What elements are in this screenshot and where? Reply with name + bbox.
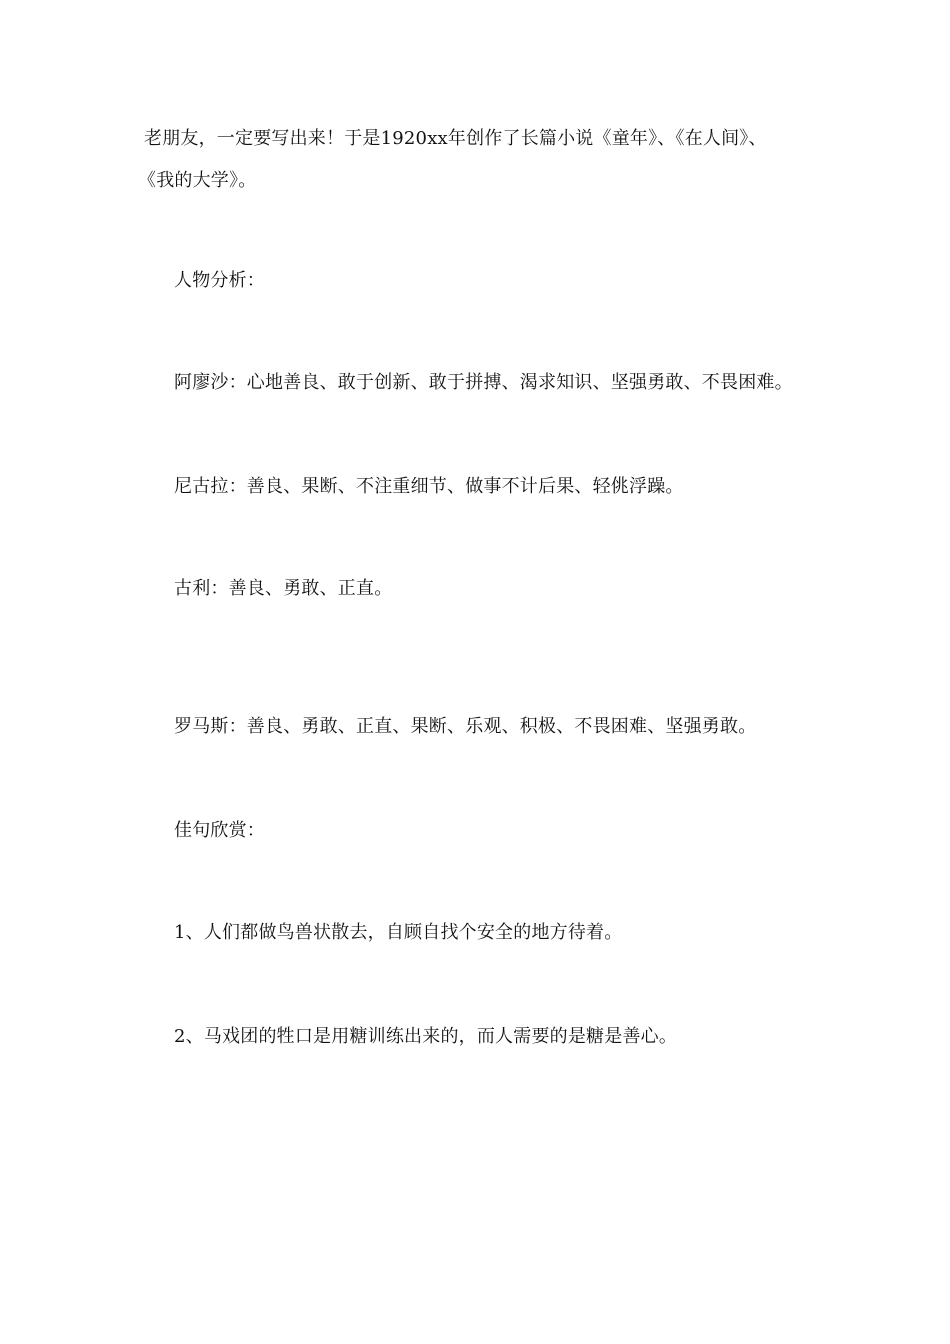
character-romas: 罗马斯：善良、勇敢、正直、果断、乐观、积极、不畏困难、坚强勇敢。 [174,716,757,737]
intro-text-line-1: 老朋友，一定要写出来！于是1920xx年创作了长篇小说《童年》、《在人间》、 [144,128,767,149]
quote-item-1: 1、人们都做鸟兽状散去，自顾自找个安全的地方待着。 [174,922,623,943]
intro-text-line-2: 《我的大学》。 [138,170,257,191]
character-guri: 古利：善良、勇敢、正直。 [174,578,393,599]
character-analysis-heading: 人物分析： [174,270,265,291]
quotes-heading: 佳句欣赏： [174,820,265,841]
character-nikolai: 尼古拉：善良、果断、不注重细节、做事不计后果、轻佻浮躁。 [174,476,684,497]
character-alyosha: 阿廖沙：心地善良、敢于创新、敢于拼搏、渴求知识、坚强勇敢、不畏困难。 [174,372,793,393]
quote-item-2: 2、马戏团的牲口是用糖训练出来的，而人需要的是糖是善心。 [174,1026,678,1047]
